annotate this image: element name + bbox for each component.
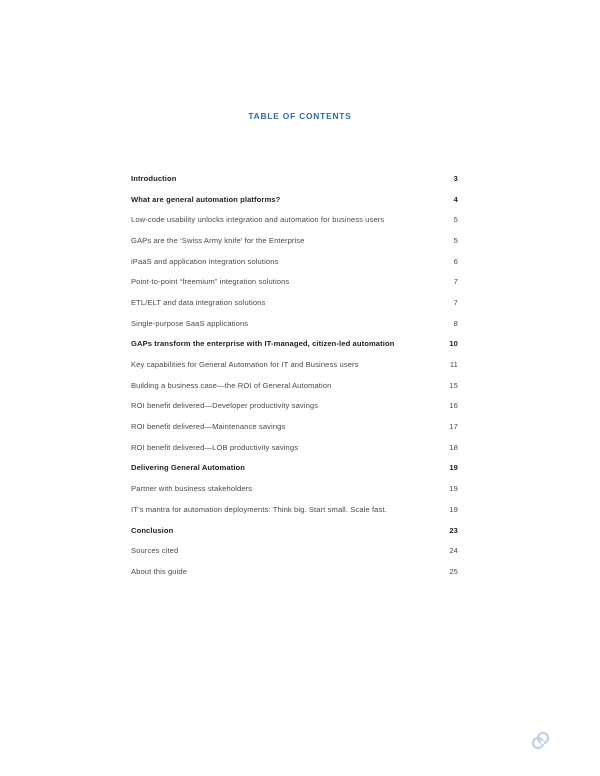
toc-entry-page: 25 xyxy=(449,566,458,576)
toc-entry-page: 19 xyxy=(449,484,458,494)
toc-entry[interactable] xyxy=(131,313,458,334)
toc-entry-page: 5 xyxy=(453,235,458,245)
toc-entry-label: Partner with business stakeholders xyxy=(131,484,253,494)
toc-entry-page: 16 xyxy=(449,401,458,411)
toc-entry-label: Key capabilities for General Automation for IT and Business users xyxy=(131,360,359,370)
toc-entry-label: iPaaS and application integration solutions xyxy=(131,256,279,266)
toc-entry[interactable] xyxy=(131,189,458,210)
toc-entry-label: ROI benefit delivered—Maintenance savings xyxy=(131,422,286,432)
toc-entry-label: Introduction xyxy=(131,173,177,183)
toc-entry-page: 24 xyxy=(449,546,458,556)
toc-entry-page: 7 xyxy=(453,297,458,307)
toc-entry-page: 5 xyxy=(453,215,458,225)
toc-entry-label: Building a business case—the ROI of General Automation xyxy=(131,380,332,390)
toc-entry-page: 6 xyxy=(453,256,458,266)
toc-entry-page: 19 xyxy=(449,463,458,473)
toc-list xyxy=(131,168,458,582)
toc-entry-page: 4 xyxy=(453,194,458,204)
toc-entry-label: ROI benefit delivered—Developer productivity savings xyxy=(131,401,319,411)
toc-entry[interactable] xyxy=(131,396,458,417)
toc-entry-label: Delivering General Automation xyxy=(131,463,246,473)
toc-entry[interactable] xyxy=(131,230,458,251)
toc-entry[interactable] xyxy=(131,271,458,292)
toc-entry-label: GAPs are the ‘Swiss Army knife’ for the Enterprise xyxy=(131,235,305,245)
toc-entry-label: About this guide xyxy=(131,566,188,576)
toc-entry-page: 17 xyxy=(449,422,458,432)
toc-entry-page: 18 xyxy=(449,442,458,452)
brand-logo-icon xyxy=(531,731,551,751)
toc-entry-label: Sources cited xyxy=(131,546,179,556)
toc-entry-label: Low-code usability unlocks integration and automation for business users xyxy=(131,215,385,225)
toc-entry-page: 11 xyxy=(449,360,458,370)
toc-entry-page: 7 xyxy=(453,277,458,287)
toc-entry[interactable] xyxy=(131,458,458,479)
toc-entry-page: 3 xyxy=(453,173,458,183)
toc-entry[interactable] xyxy=(131,416,458,437)
toc-entry[interactable] xyxy=(131,375,458,396)
toc-entry-label: Conclusion xyxy=(131,525,174,535)
toc-title: TABLE OF CONTENTS xyxy=(248,111,352,121)
toc-entry[interactable] xyxy=(131,478,458,499)
toc-entry-label: What are general automation platforms? xyxy=(131,194,281,204)
toc-entry-label: Point-to-point “freemium” integration solutions xyxy=(131,277,290,287)
toc-entry[interactable] xyxy=(131,354,458,375)
toc-entry[interactable] xyxy=(131,251,458,272)
toc-entry[interactable] xyxy=(131,209,458,230)
toc-entry-label: IT’s mantra for automation deployments: Think big. Start small. Scale fast. xyxy=(131,504,387,514)
toc-entry-page: 10 xyxy=(449,339,458,349)
toc-entry[interactable] xyxy=(131,561,458,582)
toc-entry[interactable] xyxy=(131,334,458,355)
toc-entry-page: 19 xyxy=(449,504,458,514)
toc-entry[interactable] xyxy=(131,292,458,313)
toc-entry[interactable] xyxy=(131,168,458,189)
toc-entry[interactable] xyxy=(131,437,458,458)
toc-entry[interactable] xyxy=(131,520,458,541)
toc-entry[interactable] xyxy=(131,540,458,561)
toc-entry-label: ROI benefit delivered—LOB productivity savings xyxy=(131,442,299,452)
toc-entry[interactable] xyxy=(131,499,458,520)
toc-entry-page: 15 xyxy=(449,380,458,390)
toc-entry-page: 8 xyxy=(453,318,458,328)
toc-entry-label: Single-purpose SaaS applications xyxy=(131,318,249,328)
toc-entry-label: ETL/ELT and data integration solutions xyxy=(131,297,266,307)
toc-entry-page: 23 xyxy=(449,525,458,535)
toc-entry-label: GAPs transform the enterprise with IT-managed, citizen-led automation xyxy=(131,339,395,349)
